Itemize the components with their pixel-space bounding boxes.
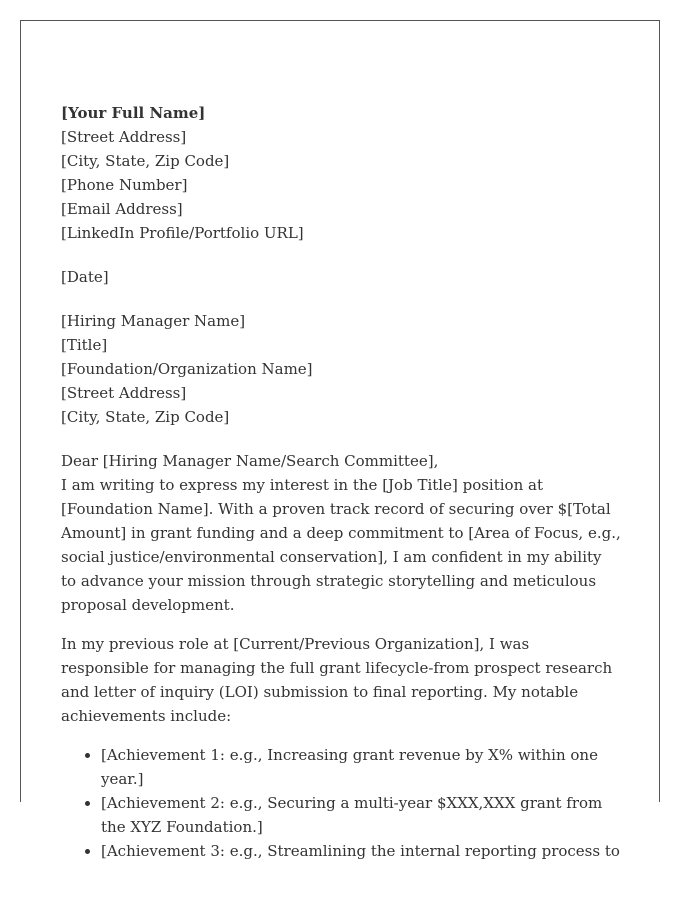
recipient-block xyxy=(61,309,621,429)
sender-linkedin: [LinkedIn Profile/Portfolio URL] xyxy=(61,224,304,242)
letter-page xyxy=(20,20,660,860)
body-paragraph-1: I am writing to express my interest in the [Job Title] position at [Foundation Name]. With a proven track record of securing over $[Total Amount] in grant funding and a deep commitment to [Area of Focus, e.g., social justice/environmental conservation], I am confident in my ability to advance your mission through strategic storytelling and meticulous proposal development. xyxy=(61,476,621,614)
list-item: • [Achievement 1: e.g., Increasing grant revenue by X% within one year.] xyxy=(101,743,621,791)
list-item: • [Achievement 2: e.g., Securing a multi-year $XXX,XXX grant from the XYZ Foundation.] xyxy=(101,791,621,839)
sender-name: [Your Full Name] xyxy=(61,104,206,122)
recipient-organization: [Foundation/Organization Name] xyxy=(61,360,313,378)
recipient-name: [Hiring Manager Name] xyxy=(61,312,246,330)
spacer xyxy=(61,429,621,449)
letter-date: [Date] xyxy=(61,268,109,286)
list-item: • [Achievement 3: e.g., Streamlining the internal reporting process to xyxy=(101,839,621,863)
sender-phone: [Phone Number] xyxy=(61,176,188,194)
recipient-city: [City, State, Zip Code] xyxy=(61,408,230,426)
sender-street: [Street Address] xyxy=(61,128,187,146)
sender-block xyxy=(61,101,621,245)
spacer xyxy=(61,245,621,265)
spacer xyxy=(61,289,621,309)
spacer xyxy=(61,617,621,632)
body-paragraph-2: In my previous role at [Current/Previous Organization], I was responsible for managing the full grant lifecycle-from prospect research and letter of inquiry (LOI) submission to final reporting. My notable achievements include: xyxy=(61,635,613,725)
salutation: Dear [Hiring Manager Name/Search Committee], xyxy=(61,452,439,470)
recipient-title: [Title] xyxy=(61,336,108,354)
sender-city: [City, State, Zip Code] xyxy=(61,152,230,170)
letter-content xyxy=(61,101,621,863)
spacer xyxy=(61,728,621,743)
sender-email: [Email Address] xyxy=(61,200,183,218)
achievements-list xyxy=(61,743,621,863)
recipient-street: [Street Address] xyxy=(61,384,187,402)
